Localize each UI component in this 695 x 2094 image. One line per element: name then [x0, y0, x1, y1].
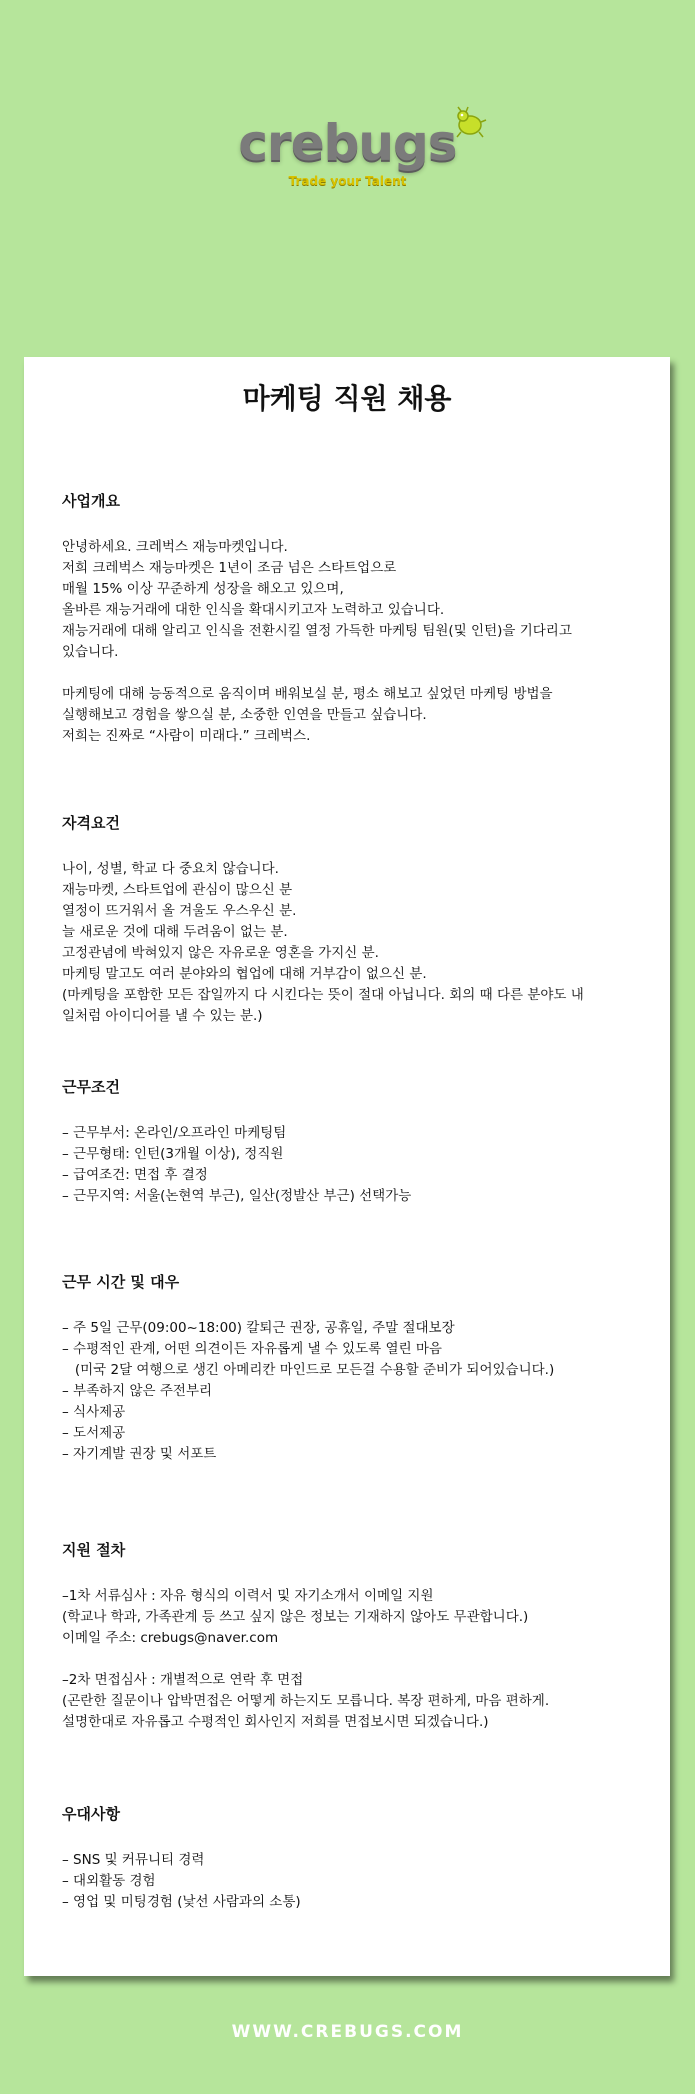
text-line: (학교나 학과, 가족관계 등 쓰고 싶지 않은 정보는 기재하지 않아도 무관합니다.)	[62, 1609, 529, 1625]
logo	[0, 114, 695, 188]
footer-website: WWW.CREBUGS.COM	[231, 2022, 464, 2042]
section-heading: 지원 절차	[62, 1541, 126, 1559]
section-overview	[62, 491, 652, 747]
text-line: 마케팅에 대해 능동적으로 움직이며 배워보실 분, 평소 해보고 싶었던 마케팅 방법을	[62, 686, 553, 702]
text-line: (미국 2달 여행으로 생긴 아메리칸 마인드로 모든걸 수용할 준비가 되어있습니다.)	[62, 1362, 555, 1378]
section-heading: 자격요건	[62, 814, 120, 832]
text-line: 늘 새로운 것에 대해 두려움이 없는 분.	[62, 924, 288, 940]
text-line: – 수평적인 관계, 어떤 의견이든 자유롭게 낼 수 있도록 열린 마음	[62, 1341, 442, 1357]
text-line: – 도서제공	[62, 1425, 126, 1441]
section-heading: 우대사항	[62, 1805, 120, 1823]
text-line: 저희 크레벅스 재능마켓은 1년이 조금 넘은 스타트업으로	[62, 560, 397, 576]
text-line: 마케팅 말고도 여러 분야와의 협업에 대해 거부감이 없으신 분.	[62, 966, 427, 982]
text-line: – 자기계발 권장 및 서포트	[62, 1446, 217, 1462]
text-line: – 급여조건: 면접 후 결정	[62, 1167, 208, 1183]
text-line: – 식사제공	[62, 1404, 126, 1420]
section-heading: 근무조건	[62, 1078, 120, 1096]
job-posting-card	[24, 357, 670, 1976]
section-conditions	[62, 1077, 652, 1207]
text-line: 실행해보고 경험을 쌓으실 분, 소중한 인연을 만들고 싶습니다.	[62, 707, 427, 723]
text-line: (곤란한 질문이나 압박면접은 어떻게 하는지도 모릅니다. 복장 편하게, 마음 편하게.	[62, 1693, 550, 1709]
text-line: 나이, 성별, 학교 다 중요치 않습니다.	[62, 861, 279, 877]
section-heading: 사업개요	[62, 492, 120, 510]
email-address: 이메일 주소: crebugs@naver.com	[62, 1630, 279, 1646]
text-line: 일처럼 아이디어를 낼 수 있는 분.)	[62, 1008, 263, 1024]
text-line: 고정관념에 박혀있지 않은 자유로운 영혼을 가지신 분.	[62, 945, 379, 961]
bug-icon	[453, 106, 487, 140]
page-title: 마케팅 직원 채용	[242, 382, 452, 415]
text-line: – 근무지역: 서울(논현역 부근), 일산(정발산 부근) 선택가능	[62, 1188, 412, 1204]
text-line: –1차 서류심사 : 자유 형식의 이력서 및 자기소개서 이메일 지원	[62, 1588, 434, 1604]
text-line: – 근무형태: 인턴(3개월 이상), 정직원	[62, 1146, 284, 1162]
section-hours	[62, 1272, 652, 1465]
text-line: (마케팅을 포함한 모든 잡일까지 다 시킨다는 뜻이 절대 아닙니다. 회의 때 다른 분야도 내	[62, 987, 584, 1003]
text-line: – 주 5일 근무(09:00~18:00) 칼퇴근 권장, 공휴일, 주말 절대보장	[62, 1320, 455, 1336]
section-process	[62, 1540, 652, 1733]
text-line: 안녕하세요. 크레벅스 재능마켓입니다.	[62, 539, 288, 555]
logo-wordmark	[238, 114, 457, 172]
text-line: 올바른 재능거래에 대한 인식을 확대시키고자 노력하고 있습니다.	[62, 602, 445, 618]
section-qualifications	[62, 813, 652, 1027]
text-line: – 부족하지 않은 주전부리	[62, 1383, 213, 1399]
text-line: 열정이 뜨거워서 올 겨울도 우스우신 분.	[62, 903, 297, 919]
text-line: – 영업 및 미팅경험 (낯선 사람과의 소통)	[62, 1894, 301, 1910]
spacer	[62, 663, 652, 684]
text-line: – 대외활동 경험	[62, 1873, 156, 1889]
logo-wordmark-text: crebugs	[238, 114, 457, 172]
text-line: – SNS 및 커뮤니티 경력	[62, 1852, 205, 1868]
text-line: –2차 면접심사 : 개별적으로 연락 후 면접	[62, 1672, 304, 1688]
text-line: 설명한대로 자유롭고 수평적인 회사인지 저희를 면접보시면 되겠습니다.)	[62, 1714, 489, 1730]
text-line: 매월 15% 이상 꾸준하게 성장을 해오고 있으며,	[62, 581, 344, 597]
text-line: 저희는 진짜로 “사람이 미래다.” 크레벅스.	[62, 728, 311, 744]
text-line: 재능거래에 대해 알리고 인식을 전환시킬 열정 가득한 마케팅 팀원(및 인턴)을 기다리고	[62, 623, 572, 639]
text-line: 재능마켓, 스타트업에 관심이 많으신 분	[62, 882, 293, 898]
logo-tagline: Trade your Talent	[288, 174, 407, 188]
text-line: 있습니다.	[62, 644, 119, 660]
section-preferred	[62, 1804, 652, 1913]
section-heading: 근무 시간 및 대우	[62, 1273, 180, 1291]
spacer	[62, 1649, 652, 1670]
text-line: – 근무부서: 온라인/오프라인 마케팅팀	[62, 1125, 287, 1141]
